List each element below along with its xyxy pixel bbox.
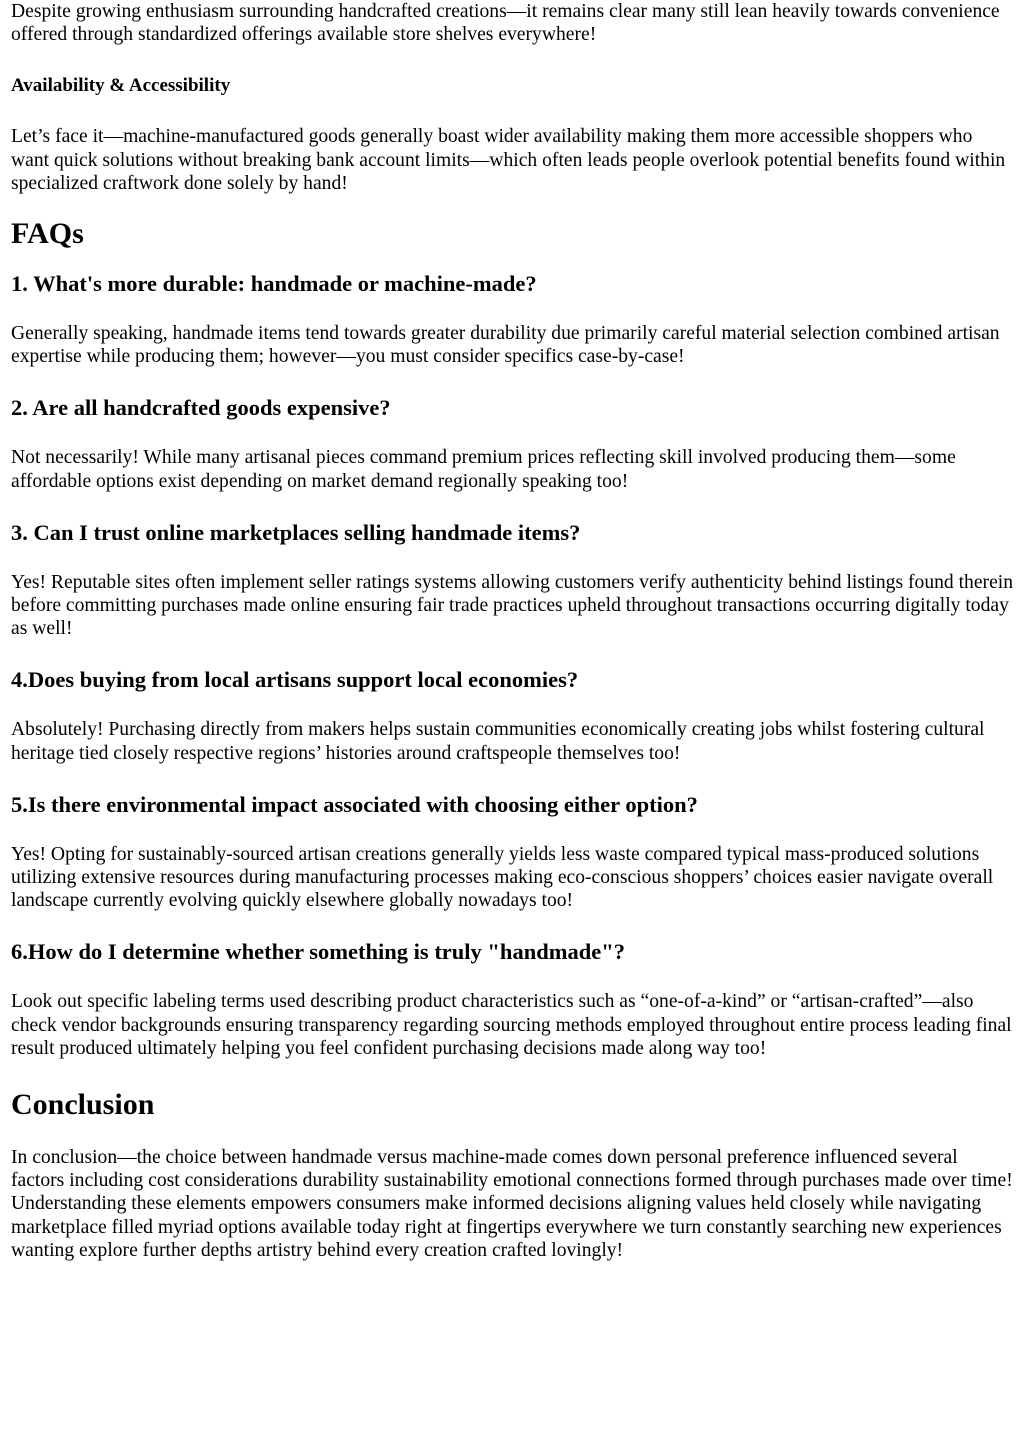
- faq-answer-2: Not necessarily! While many artisanal pieces command premium prices reflecting skill involved producing them—some affordable options exist depending on market demand regionally speaking too!: [11, 447, 956, 492]
- faqs-title: FAQs: [11, 217, 84, 251]
- faq-answer-1: Generally speaking, handmade items tend towards greater durability due primarily careful material selection combined artisan expertise while producing them; however—you must consider specifics case-by-case!: [11, 323, 1000, 368]
- faq-answer-4: Absolutely! Purchasing directly from makers helps sustain communities economically creating jobs whilst fostering cultural heritage tied closely respective regions’ histories around craftspeople themselves too!: [11, 719, 985, 764]
- conclusion-title: Conclusion: [11, 1088, 155, 1122]
- faq-answer-6: Look out specific labeling terms used describing product characteristics such as “one-of-a-kind” or “artisan-crafted”—also check vendor backgrounds ensuring transparency regarding sourcing methods employed throughout entire process leading final result produced ultimately helping you feel confident purchasing decisions made along way too!: [11, 991, 1012, 1059]
- faq-question-6: 6.How do I determine whether something is truly "handmade"?: [11, 939, 625, 965]
- faq-answer-3: Yes! Reputable sites often implement seller ratings systems allowing customers verify authenticity behind listings found therein before committing purchases made online ensuring fair trade practices upheld throughout transactions occurring digitally today as well!: [11, 571, 1014, 640]
- faq-question-4: 4.Does buying from local artisans support local economies?: [11, 667, 579, 693]
- faq-question-3: 3. Can I trust online marketplaces selling handmade items?: [11, 519, 581, 545]
- faq-question-1: 1. What's more durable: handmade or machine-made?: [11, 271, 537, 297]
- intro-paragraph: Despite growing enthusiasm surrounding handcrafted creations—it remains clear many still lean heavily towards convenience offered through standardized offerings available store shelves everywhere!: [11, 1, 1000, 46]
- faq-list: [11, 271, 1013, 1060]
- faq-question-2: 2. Are all handcrafted goods expensive?: [11, 395, 391, 421]
- availability-paragraph: Let’s face it—machine-manufactured goods generally boast wider availability making them more accessible shoppers who want quick solutions without breaking bank account limits—which often leads people overlook potential benefits found within specialized craftwork done solely by hand!: [11, 126, 1006, 194]
- conclusion-paragraph: In conclusion—the choice between handmade versus machine-made comes down personal preference influenced several factors including cost considerations durability sustainability emotional connections formed through purchases made over time! Understanding these elements empowers consumers make informed decisions aligning values held closely while navigating marketplace filled myriad options available today right at fingertips everywhere we turn constantly searching new experiences wanting explore further depths artistry behind every creation crafted lovingly!: [11, 1147, 1013, 1261]
- faq-question-5: 5.Is there environmental impact associated with choosing either option?: [11, 791, 698, 817]
- availability-heading: Availability & Accessibility: [11, 75, 231, 97]
- faq-answer-5: Yes! Opting for sustainably-sourced artisan creations generally yields less waste compared typical mass-produced solutions utilizing extensive resources during manufacturing processes making eco-conscious shoppers’ choices easier navigate overall landscape currently evolving quickly elsewhere globally nowadays too!: [11, 843, 994, 912]
